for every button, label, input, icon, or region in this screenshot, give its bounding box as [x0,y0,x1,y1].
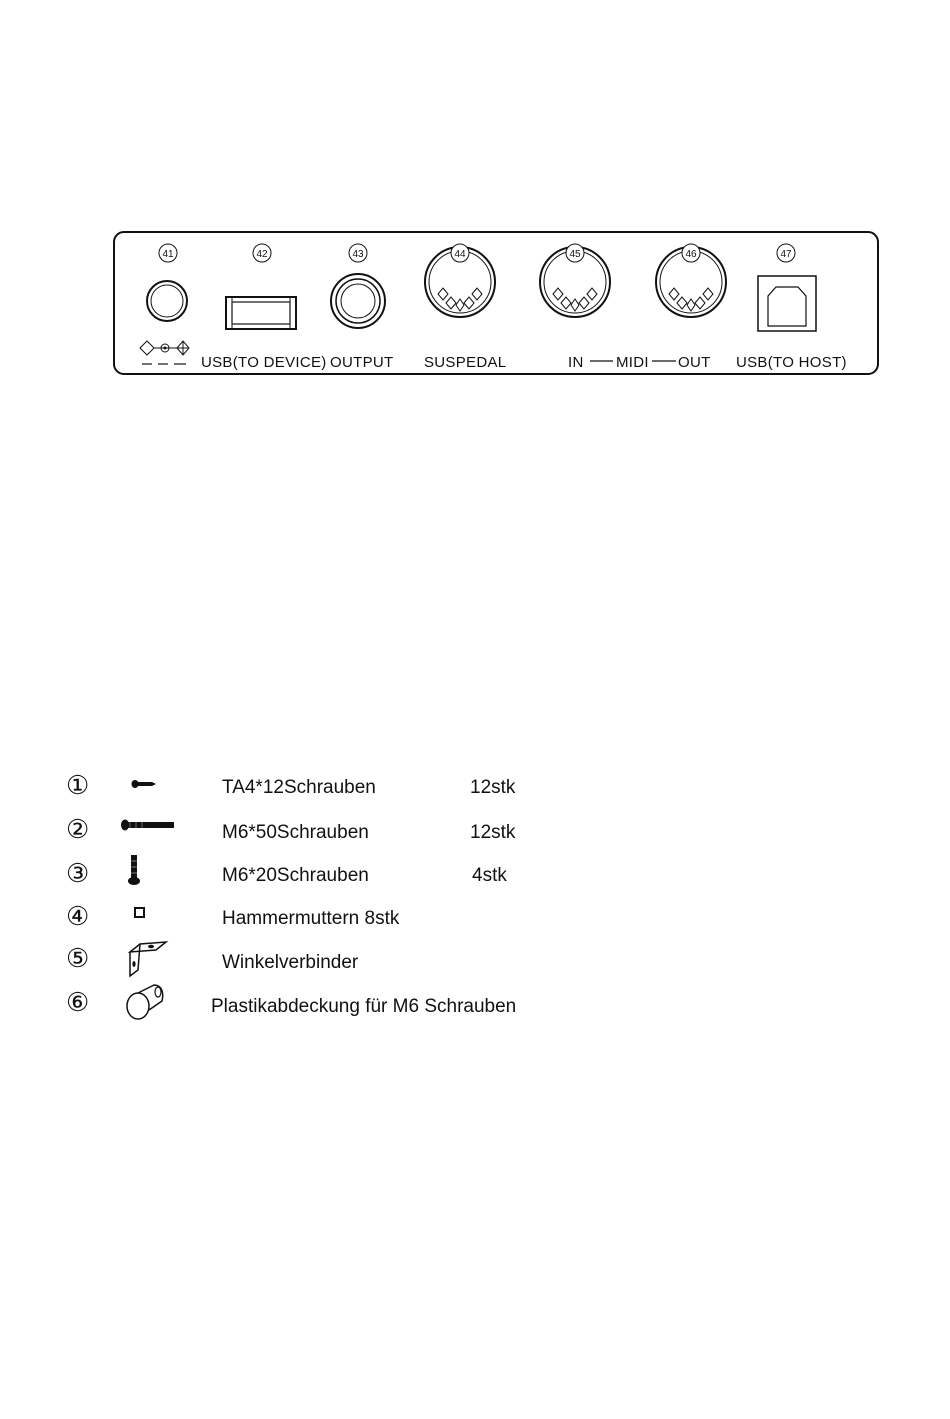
item-name: Plastikabdeckung für M6 Schrauben [211,996,517,1017]
item-name: TA4*12Schrauben [222,777,376,798]
item-quantity: 12stk [470,777,516,798]
svg-text:47: 47 [780,249,792,260]
midi-in-label: IN [568,354,584,371]
svg-text:SUSPEDAL: SUSPEDAL [424,354,507,371]
plastic-cap-icon [124,982,168,1024]
item-index: ① [66,770,90,800]
hammer-nut-icon [133,906,147,920]
item-index: ② [66,814,90,844]
item-name: Winkelverbinder [222,952,359,973]
item-index: ③ [66,858,90,888]
svg-text:USB(TO HOST): USB(TO HOST) [736,354,847,371]
list-item [0,859,950,899]
item-index: ④ [66,901,90,931]
svg-text:41: 41 [162,249,174,260]
svg-text:45: 45 [569,249,581,260]
vertical-screw-icon [126,853,142,887]
list-item [0,988,950,1028]
item-name: M6*20Schrauben [222,865,369,886]
svg-text:46: 46 [685,249,697,260]
item-index: ⑥ [66,987,90,1017]
midi-text: MIDI [616,354,649,371]
short-screw-icon [130,776,156,792]
svg-text:42: 42 [256,249,268,260]
item-index: ⑤ [66,943,90,973]
item-name: Hammermuttern 8stk [222,908,400,929]
long-screw-icon [120,817,176,833]
list-item [0,944,950,984]
svg-text:USB(TO DEVICE): USB(TO DEVICE) [201,354,327,371]
list-item [0,815,950,855]
svg-text:44: 44 [454,249,466,260]
item-quantity: 4stk [472,865,507,886]
svg-text:43: 43 [352,249,364,260]
list-item [0,771,950,811]
midi-out-label: OUT [678,354,711,371]
list-item [0,902,950,942]
item-quantity: 12stk [470,822,516,843]
item-name: M6*50Schrauben [222,822,369,843]
svg-text:OUTPUT: OUTPUT [330,354,394,371]
angle-bracket-icon [126,940,170,978]
